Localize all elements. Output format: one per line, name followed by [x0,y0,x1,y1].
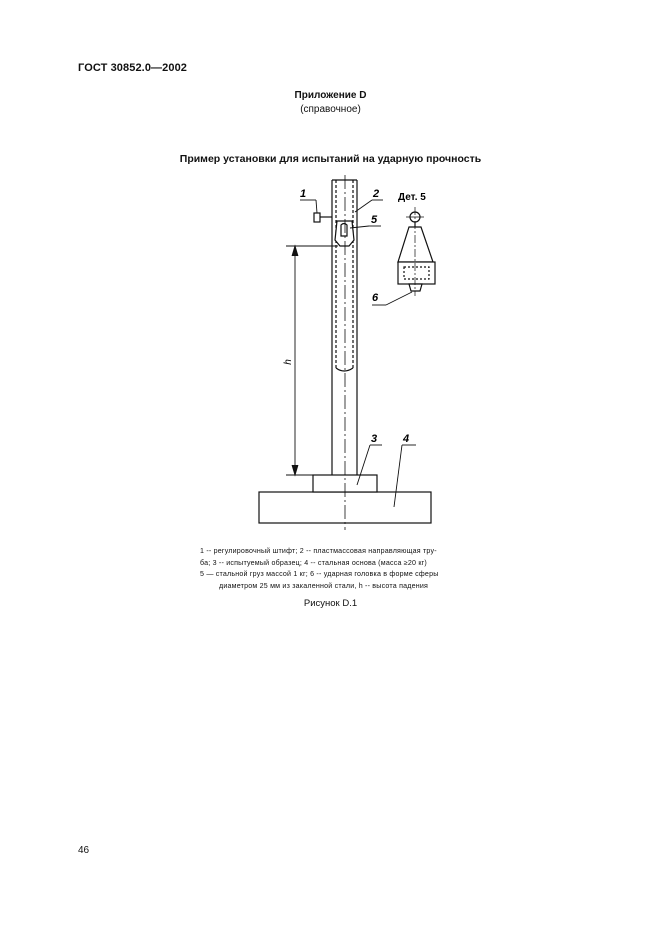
detail-weight-cone [398,227,433,262]
appendix-title: Приложение D [294,90,367,101]
appendix-subtitle: (справочное) [300,104,361,115]
legend-line: 1 -- регулировочный штифт; 2 -- пластмассовая направляющая тру- [200,547,437,555]
leader-1 [316,200,317,213]
label-1: 1 [300,188,307,200]
legend-line: ба; 3 -- испытуемый образец; 4 -- стальная основа (масса ≥20 кг) [200,558,427,567]
label-5: 5 [371,214,378,226]
figure-title: Пример установки для испытаний на ударную прочность [179,153,482,165]
label-3: 3 [371,433,378,445]
tube-transition [336,368,353,371]
dimension-arrow-down [292,465,298,475]
legend-line: диаметром 25 мм из закаленной стали, h -- высота падения [219,581,429,590]
detail-impact-head [409,284,422,291]
weight-in-tube [335,221,354,246]
dimension-arrow-up [292,246,298,256]
label-2: 2 [373,188,380,200]
label-6: 6 [372,292,379,304]
adjusting-pin [314,213,320,222]
legend-line: 5 — стальной груз массой 1 кг; 6 -- ударная головка в форме сферы [200,570,439,578]
height-label: h [283,359,294,365]
label-4: 4 [403,433,410,445]
figure-number: Рисунок D.1 [303,598,358,609]
figure-legend [200,546,496,592]
detail-5-label: Дет. 5 [398,192,426,203]
leader-6 [386,292,412,305]
document-standard-header: ГОСТ 30852.0—2002 [78,62,188,74]
page-number: 46 [78,845,90,856]
